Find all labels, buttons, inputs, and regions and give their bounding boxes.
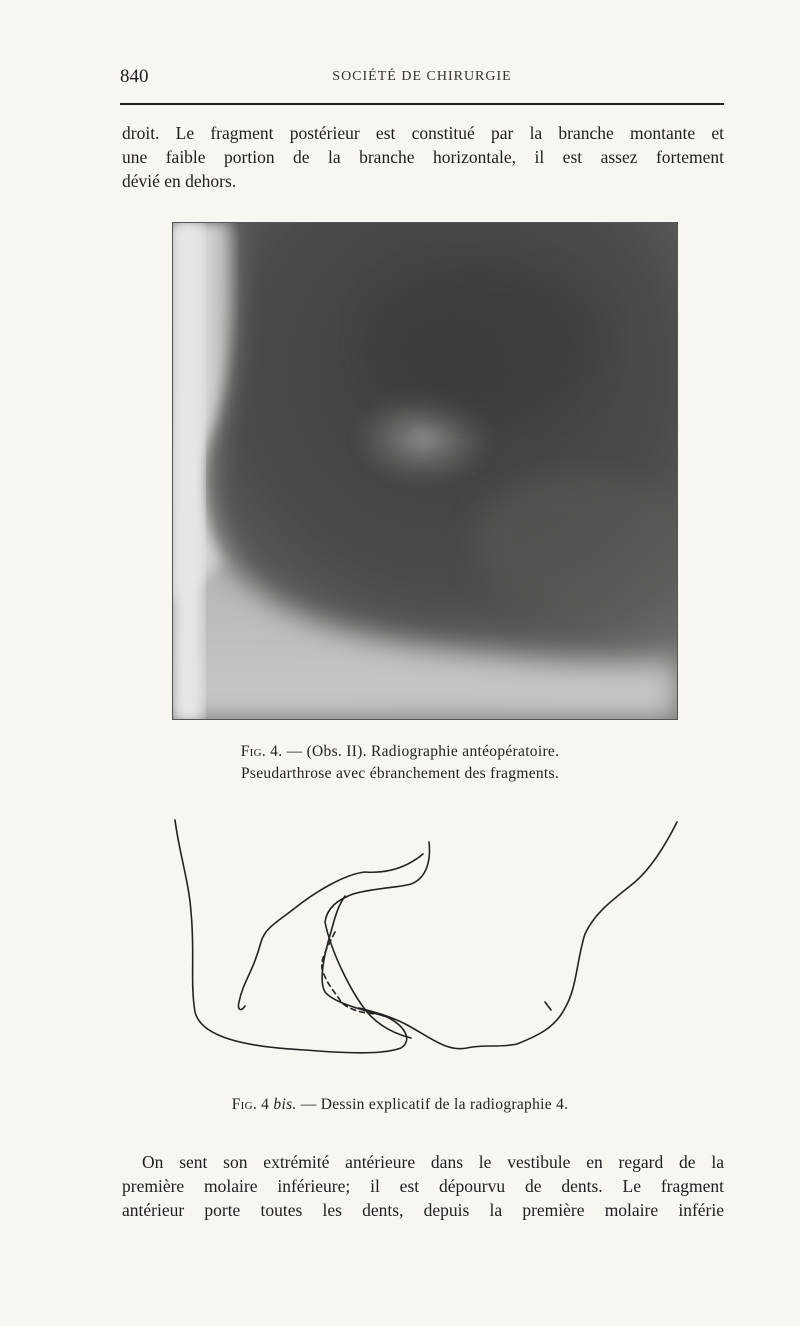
radiograph-graphic xyxy=(173,223,678,720)
running-title: SOCIÉTÉ DE CHIRURGIE xyxy=(332,69,512,84)
paragraph-line: une faible portion de la branche horizontale, il est assez fortement xyxy=(122,147,724,167)
page-number: 840 xyxy=(120,66,149,87)
paragraph-line: dévié en dehors. xyxy=(122,171,237,191)
bottom-paragraph xyxy=(122,1150,724,1222)
tick-mark xyxy=(545,1002,551,1010)
figure-4bis-caption xyxy=(0,1094,800,1116)
paragraph-line-text: On sent son extrémité antérieure dans le vestibule en regard de la xyxy=(142,1152,724,1172)
hidden-contour-dashed xyxy=(322,932,379,1014)
explanatory-drawing xyxy=(165,812,695,1082)
paragraph-line: antérieur porte toutes les dents, depuis la première molaire inférie xyxy=(122,1200,724,1220)
header-rule xyxy=(120,103,724,105)
figure-4-caption xyxy=(0,741,800,785)
figure-4bis-label-italic: bis. xyxy=(273,1096,297,1113)
figure-4-caption-line-1 xyxy=(0,741,800,763)
page-header xyxy=(120,66,724,96)
paragraph-line: première molaire inférieure; il est dépourvu de dents. Le fragment xyxy=(122,1176,724,1196)
figure-4-label: Fig. 4. xyxy=(240,743,283,760)
figure-4bis-caption-text: — Dessin explicatif de la radiographie 4. xyxy=(300,1096,569,1113)
figure-4bis-label: Fig. 4 xyxy=(231,1096,270,1113)
paragraph-line: droit. Le fragment postérieur est constitué par la branche montante et xyxy=(122,123,724,143)
radiograph-image xyxy=(172,222,678,720)
figure-4-caption-line-2: Pseudarthrose avec ébranchement des fragments. xyxy=(240,765,560,782)
top-paragraph xyxy=(122,121,724,193)
figure-4-caption-text: — (Obs. II). Radiographie antéopératoire. xyxy=(286,743,560,760)
anterior-fragment-outline xyxy=(359,822,677,1049)
paragraph-line xyxy=(122,1150,724,1174)
